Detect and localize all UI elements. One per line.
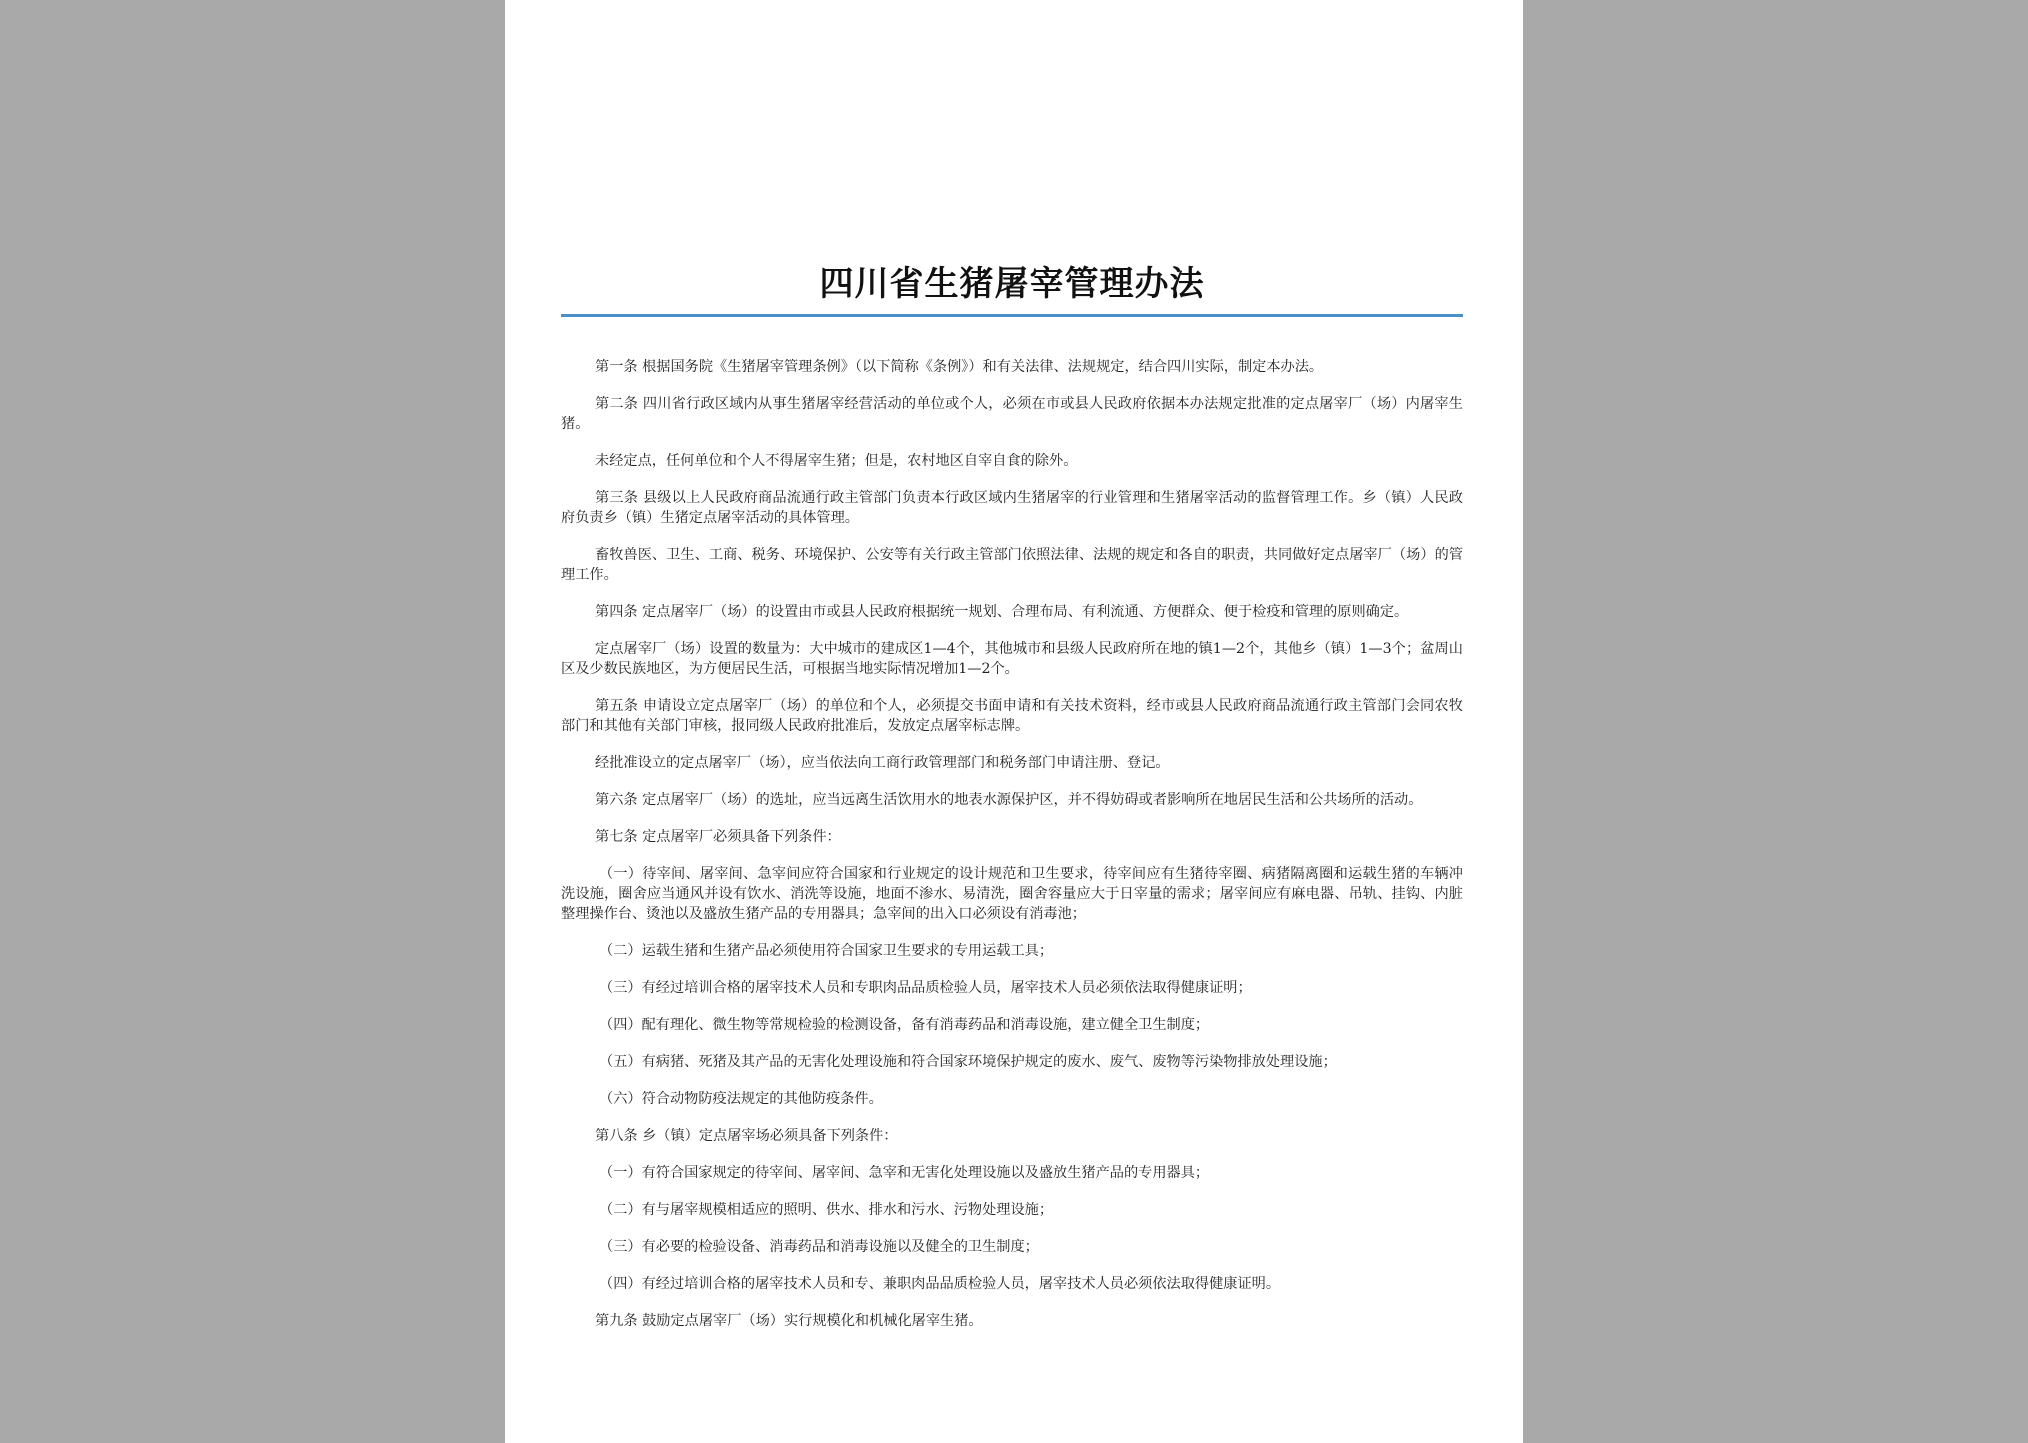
article-2-clause: 未经定点，任何单位和个人不得屠宰生猪；但是，农村地区自宰自食的除外。: [595, 453, 1078, 469]
article-7-item-5: （五）有病猪、死猪及其产品的无害化处理设施和符合国家环境保护规定的废水、废气、废物等污染物排放处理设施；: [599, 1054, 1337, 1070]
document-title: 四川省生猪屠宰管理办法: [819, 264, 1205, 304]
article-2: 第二条 四川省行政区域内从事生猪屠宰经营活动的单位或个人，必须在市或县人民政府依据本办法规定批准的定点屠宰厂（场）内屠宰生猪。: [561, 396, 1463, 432]
article-8-item-3: （三）有必要的检验设备、消毒药品和消毒设施以及健全的卫生制度；: [599, 1239, 1039, 1255]
article-4: 第四条 定点屠宰厂（场）的设置由市或县人民政府根据统一规划、合理布局、有利流通、方便群众、便于检疫和管理的原则确定。: [595, 604, 1409, 620]
article-7-item-6: （六）符合动物防疫法规定的其他防疫条件。: [599, 1091, 883, 1107]
article-8-item-1: （一）有符合国家规定的待宰间、屠宰间、急宰和无害化处理设施以及盛放生猪产品的专用器具；: [599, 1165, 1210, 1181]
article-7: 第七条 定点屠宰厂必须具备下列条件：: [595, 829, 841, 845]
document-body: [561, 357, 1463, 1331]
article-7-item-4: （四）配有理化、微生物等常规检验的检测设备，备有消毒药品和消毒设施，建立健全卫生制度；: [599, 1017, 1210, 1033]
article-5: 第五条 申请设立定点屠宰厂（场）的单位和个人，必须提交书面申请和有关技术资料，经市或县人民政府商品流通行政主管部门会同农牧部门和其他有关部门审核，报同级人民政府批准后，发放定点屠宰标志牌。: [561, 698, 1463, 734]
article-3: 第三条 县级以上人民政府商品流通行政主管部门负责本行政区域内生猪屠宰的行业管理和生猪屠宰活动的监督管理工作。乡（镇）人民政府负责乡（镇）生猪定点屠宰活动的具体管理。: [561, 490, 1463, 526]
article-7-item-3: （三）有经过培训合格的屠宰技术人员和专职肉品品质检验人员，屠宰技术人员必须依法取得健康证明；: [599, 980, 1252, 996]
article-7-item-1: （一）待宰间、屠宰间、急宰间应符合国家和行业规定的设计规范和卫生要求，待宰间应有生猪待宰圈、病猪隔离圈和运载生猪的车辆冲洗设施，圈舍应当通风并设有饮水、消洗等设施，地面不渗水、易清洗，圈舍容量应大于日宰量的需求；屠宰间应有麻电器、吊轨、挂钩、内脏整理操作台、烫池以及盛放生猪产品的专用器具；急宰间的出入口必须设有消毒池；: [561, 866, 1463, 922]
article-5-clause: 经批准设立的定点屠宰厂（场），应当依法向工商行政管理部门和税务部门申请注册、登记。: [595, 755, 1170, 771]
article-1: 第一条 根据国务院《生猪屠宰管理条例》（以下简称《条例》）和有关法律、法规规定，结合四川实际，制定本办法。: [595, 359, 1324, 375]
article-8: 第八条 乡（镇）定点屠宰场必须具备下列条件：: [595, 1128, 898, 1144]
document-page: [505, 0, 1523, 1443]
article-9: 第九条 鼓励定点屠宰厂（场）实行规模化和机械化屠宰生猪。: [595, 1313, 983, 1329]
article-6: 第六条 定点屠宰厂（场）的选址，应当远离生活饮用水的地表水源保护区，并不得妨碍或者影响所在地居民生活和公共场所的活动。: [595, 792, 1423, 808]
article-3-clause: 畜牧兽医、卫生、工商、税务、环境保护、公安等有关行政主管部门依照法律、法规的规定和各自的职责，共同做好定点屠宰厂（场）的管理工作。: [561, 547, 1463, 583]
article-8-item-2: （二）有与屠宰规模相适应的照明、供水、排水和污水、污物处理设施；: [599, 1202, 1054, 1218]
title-divider: [561, 314, 1463, 317]
article-4-clause: 定点屠宰厂（场）设置的数量为：大中城市的建成区1—4个，其他城市和县级人民政府所在地的镇1—2个，其他乡（镇）1—3个；盆周山区及少数民族地区，为方便居民生活，可根据当地实际情况增加1—2个。: [561, 641, 1463, 677]
article-7-item-2: （二）运载生猪和生猪产品必须使用符合国家卫生要求的专用运载工具；: [599, 943, 1054, 959]
article-8-item-4: （四）有经过培训合格的屠宰技术人员和专、兼职肉品品质检验人员，屠宰技术人员必须依法取得健康证明。: [599, 1276, 1281, 1292]
